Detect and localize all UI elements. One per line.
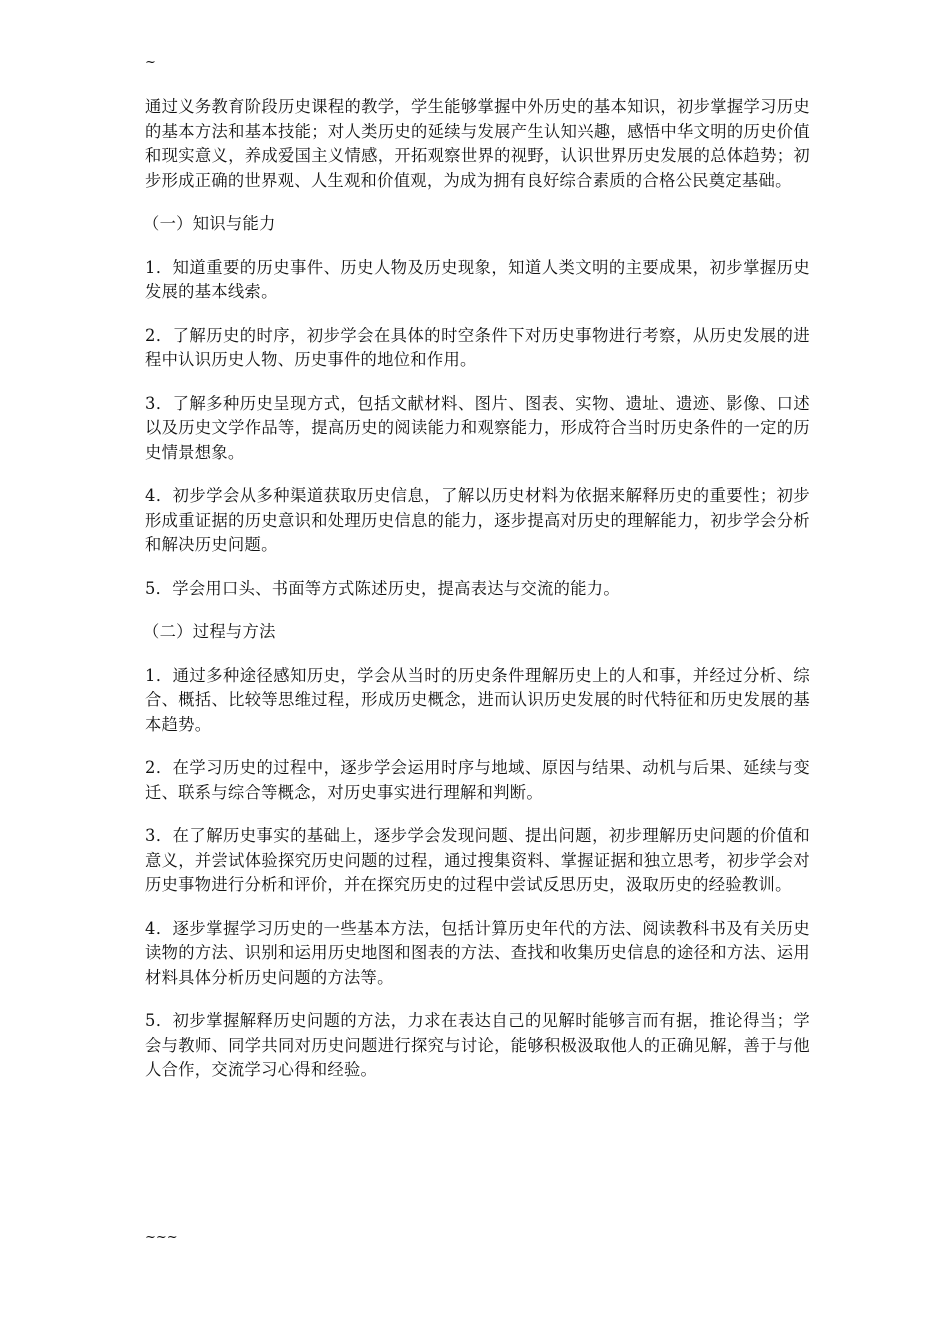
knowledge-item-3: 3．了解多种历史呈现方式，包括文献材料、图片、图表、实物、遗址、遗迹、影像、口述以及历史文学作品等，提高历史的阅读能力和观察能力，形成符合当时历史条件的一定的历史情景想象。 xyxy=(145,393,810,462)
section-heading-knowledge-ability: （一）知识与能力 xyxy=(143,214,276,233)
knowledge-item-4: 4．初步学会从多种渠道获取历史信息，了解以历史材料为依据来解释历史的重要性；初步形成重证据的历史意识和处理历史信息的能力，逐步提高对历史的理解能力，初步学会分析和解决历史问题。 xyxy=(145,486,810,554)
knowledge-item-5: 5．学会用口头、书面等方式陈述历史，提高表达与交流的能力。 xyxy=(145,578,620,598)
section-heading-process-method: （二）过程与方法 xyxy=(143,622,276,641)
intro-paragraph: 通过义务教育阶段历史课程的教学，学生能够掌握中外历史的基本知识，初步掌握学习历史的基本方法和基本技能；对人类历史的延续与发展产生认知兴趣，感悟中华文明的历史价值和现实意义，养成爱国主义情感，开拓观察世界的视野，认识世界历史发展的总体趋势；初步形成正确的世界观、人生观和价值观，为成为拥有良好综合素质的合格公民奠定基础。 xyxy=(145,97,810,190)
process-item-5: 5．初步掌握解释历史问题的方法，力求在表达自己的见解时能够言而有据，推论得当；学会与教师、同学共同对历史问题进行探究与讨论，能够积极汲取他人的正确见解，善于与他人合作，交流学习心得和经验。 xyxy=(145,1011,810,1079)
header-mark: ~ xyxy=(145,55,156,70)
footer-mark: ~~~ xyxy=(145,1230,178,1245)
document-body xyxy=(145,95,810,1102)
process-item-4: 4．逐步掌握学习历史的一些基本方法，包括计算历史年代的方法、阅读教科书及有关历史读物的方法、识别和运用历史地图和图表的方法、查找和收集历史信息的途径和方法、运用材料具体分析历史问题的方法等。 xyxy=(145,918,810,987)
process-item-2: 2．在学习历史的过程中，逐步学会运用时序与地域、原因与结果、动机与后果、延续与变迁、联系与综合等概念，对历史事实进行理解和判断。 xyxy=(145,758,810,802)
process-item-1: 1．通过多种途径感知历史，学会从当时的历史条件理解历史上的人和事，并经过分析、综合、概括、比较等思维过程，形成历史概念，进而认识历史发展的时代特征和历史发展的基本趋势。 xyxy=(145,665,810,734)
knowledge-item-1: 1．知道重要的历史事件、历史人物及历史现象，知道人类文明的主要成果，初步掌握历史发展的基本线索。 xyxy=(145,257,810,301)
knowledge-item-2: 2．了解历史的时序，初步学会在具体的时空条件下对历史事物进行考察，从历史发展的进程中认识历史人物、历史事件的地位和作用。 xyxy=(145,325,810,369)
process-item-3: 3．在了解历史事实的基础上，逐步学会发现问题、提出问题，初步理解历史问题的价值和意义，并尝试体验探究历史问题的过程，通过搜集资料、掌握证据和独立思考，初步学会对历史事物进行分析和评价，并在探究历史的过程中尝试反思历史，汲取历史的经验教训。 xyxy=(145,826,810,894)
